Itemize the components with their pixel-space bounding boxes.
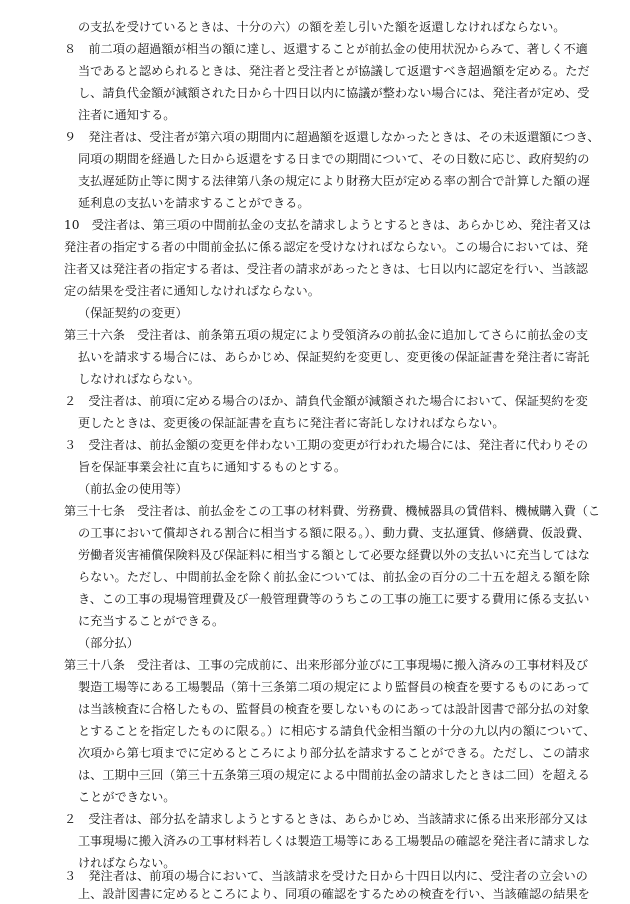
text-line: の支払を受けているときは、十分の六）の額を差し引いた額を返還しなければならない。: [78, 20, 566, 34]
text-line: 上、設計図書に定めるところにより、同項の確認をするための検査を行い、当該確認の結果を: [78, 887, 590, 901]
section-heading: （保証契約の変更）: [78, 306, 188, 320]
text-line: は当該検査に合格したもの、監督員の検査を要しないものにあっては設計図書で部分払の対象: [78, 702, 590, 716]
text-line: とすることを指定したものに限る。）に相応する請負代金相当額の十分の九以内の額について、: [78, 724, 596, 738]
section-heading: （前払金の使用等）: [78, 482, 188, 496]
text-line: ８ 前二項の超過額が相当の額に達し、返還することが前払金の使用状況からみて、著しく不適: [64, 42, 588, 56]
text-line: ３ 受注者は、前払金額の変更を伴わない工期の変更が行われた場合には、発注者に代わりその: [64, 438, 589, 452]
section-heading: （部分払）: [78, 636, 139, 650]
text-line: に充当することができる。: [78, 614, 225, 628]
text-line: き、この工事の現場管理費及び一般管理費等のうちこの工事の施工に要する費用に係る支払い: [78, 592, 590, 606]
text-line: は、工期中三回（第三十五条第三項の規定による中間前払金の請求したときは二回）を超える: [78, 768, 590, 782]
text-line: の工事において償却される割合に相当する額に限る。）、動力費、支払運賃、修繕費、仮設費、: [78, 526, 590, 540]
text-line: 払いを請求する場合には、あらかじめ、保証契約を変更し、変更後の保証証書を発注者に寄託: [78, 350, 590, 364]
text-line: 延利息の支払いを請求することができる。: [78, 196, 310, 210]
text-line: 支払遅延防止等に関する法律第八条の規定により財務大臣が定める率の割合で計算した額の遅: [78, 174, 590, 188]
text-line: 次項から第七項までに定めるところにより部分払を請求することができる。ただし、この請求: [78, 746, 590, 760]
text-line: 定の結果を受注者に通知しなければならない。: [64, 284, 320, 298]
text-line: 製造工場等にある工場製品（第十三条第二項の規定により監督員の検査を要するものにあって: [78, 680, 590, 694]
text-line: ３ 発注者は、前項の場合において、当該請求を受けた日から十四日以内に、受注者の立会いの: [64, 869, 588, 883]
text-line: ことができない。: [78, 790, 176, 804]
text-line: 更したときは、変更後の保証証書を直ちに発注者に寄託しなければならない。: [78, 416, 505, 430]
text-line: 第三十八条 受注者は、工事の完成前に、出来形部分並びに工事現場に搬入済みの工事材料及び: [64, 658, 589, 672]
text-line: 同項の期間を経過した日から返還をする日までの期間について、その日数に応じ、政府契約の: [78, 152, 590, 166]
text-line: 労働者災害補償保険料及び保証料に相当する額として必要な経費以外の支払いに充当してはな: [78, 548, 590, 562]
text-line: 10 受注者は、第三項の中間前払金の支払を請求しようとするときは、あらかじめ、発注者又は: [64, 218, 591, 232]
text-line: 旨を保証事業会社に直ちに通知するものとする。: [78, 460, 347, 474]
text-line: ９ 発注者は、受注者が第六項の期間内に超過額を返還しなかったときは、その未返還額につき、: [64, 130, 600, 144]
text-line: ければならない。: [78, 856, 176, 870]
text-line: ２ 受注者は、前項に定める場合のほか、請負代金額が減額された場合において、保証契約を変: [64, 394, 588, 408]
text-line: 発注者の指定する者の中間前金払に係る認定を受けなければならない。この場合においては、発: [64, 240, 589, 254]
text-line: 第三十六条 受注者は、前条第五項の規定により受領済みの前払金に追加してさらに前払金の支: [64, 328, 589, 342]
text-line: し、請負代金額が減額された日から十四日以内に協議が整わない場合には、発注者が定め、受: [78, 86, 590, 100]
text-line: 注者に通知する。: [78, 108, 176, 122]
text-line: 注者又は発注者の指定する者は、受注者の請求があったときは、七日以内に認定を行い、当該認: [64, 262, 588, 276]
text-line: ２ 受注者は、部分払を請求しようとするときは、あらかじめ、当該請求に係る出来形部分又は: [64, 812, 588, 826]
text-line: らない。ただし、中間前払金を除く前払金については、前払金の百分の二十五を超える額を除: [78, 570, 590, 584]
text-line: 当であると認められるときは、発注者と受注者とが協議して返還すべき超過額を定める。ただ: [78, 64, 590, 78]
text-line: 第三十七条 受注者は、前払金をこの工事の材料費、労務費、機械器具の賃借料、機械購入費（こ: [64, 504, 601, 518]
text-line: しなければならない。: [78, 372, 200, 386]
text-line: 工事現場に搬入済みの工事材料若しくは製造工場等にある工場製品の確認を発注者に請求しな: [78, 834, 590, 848]
